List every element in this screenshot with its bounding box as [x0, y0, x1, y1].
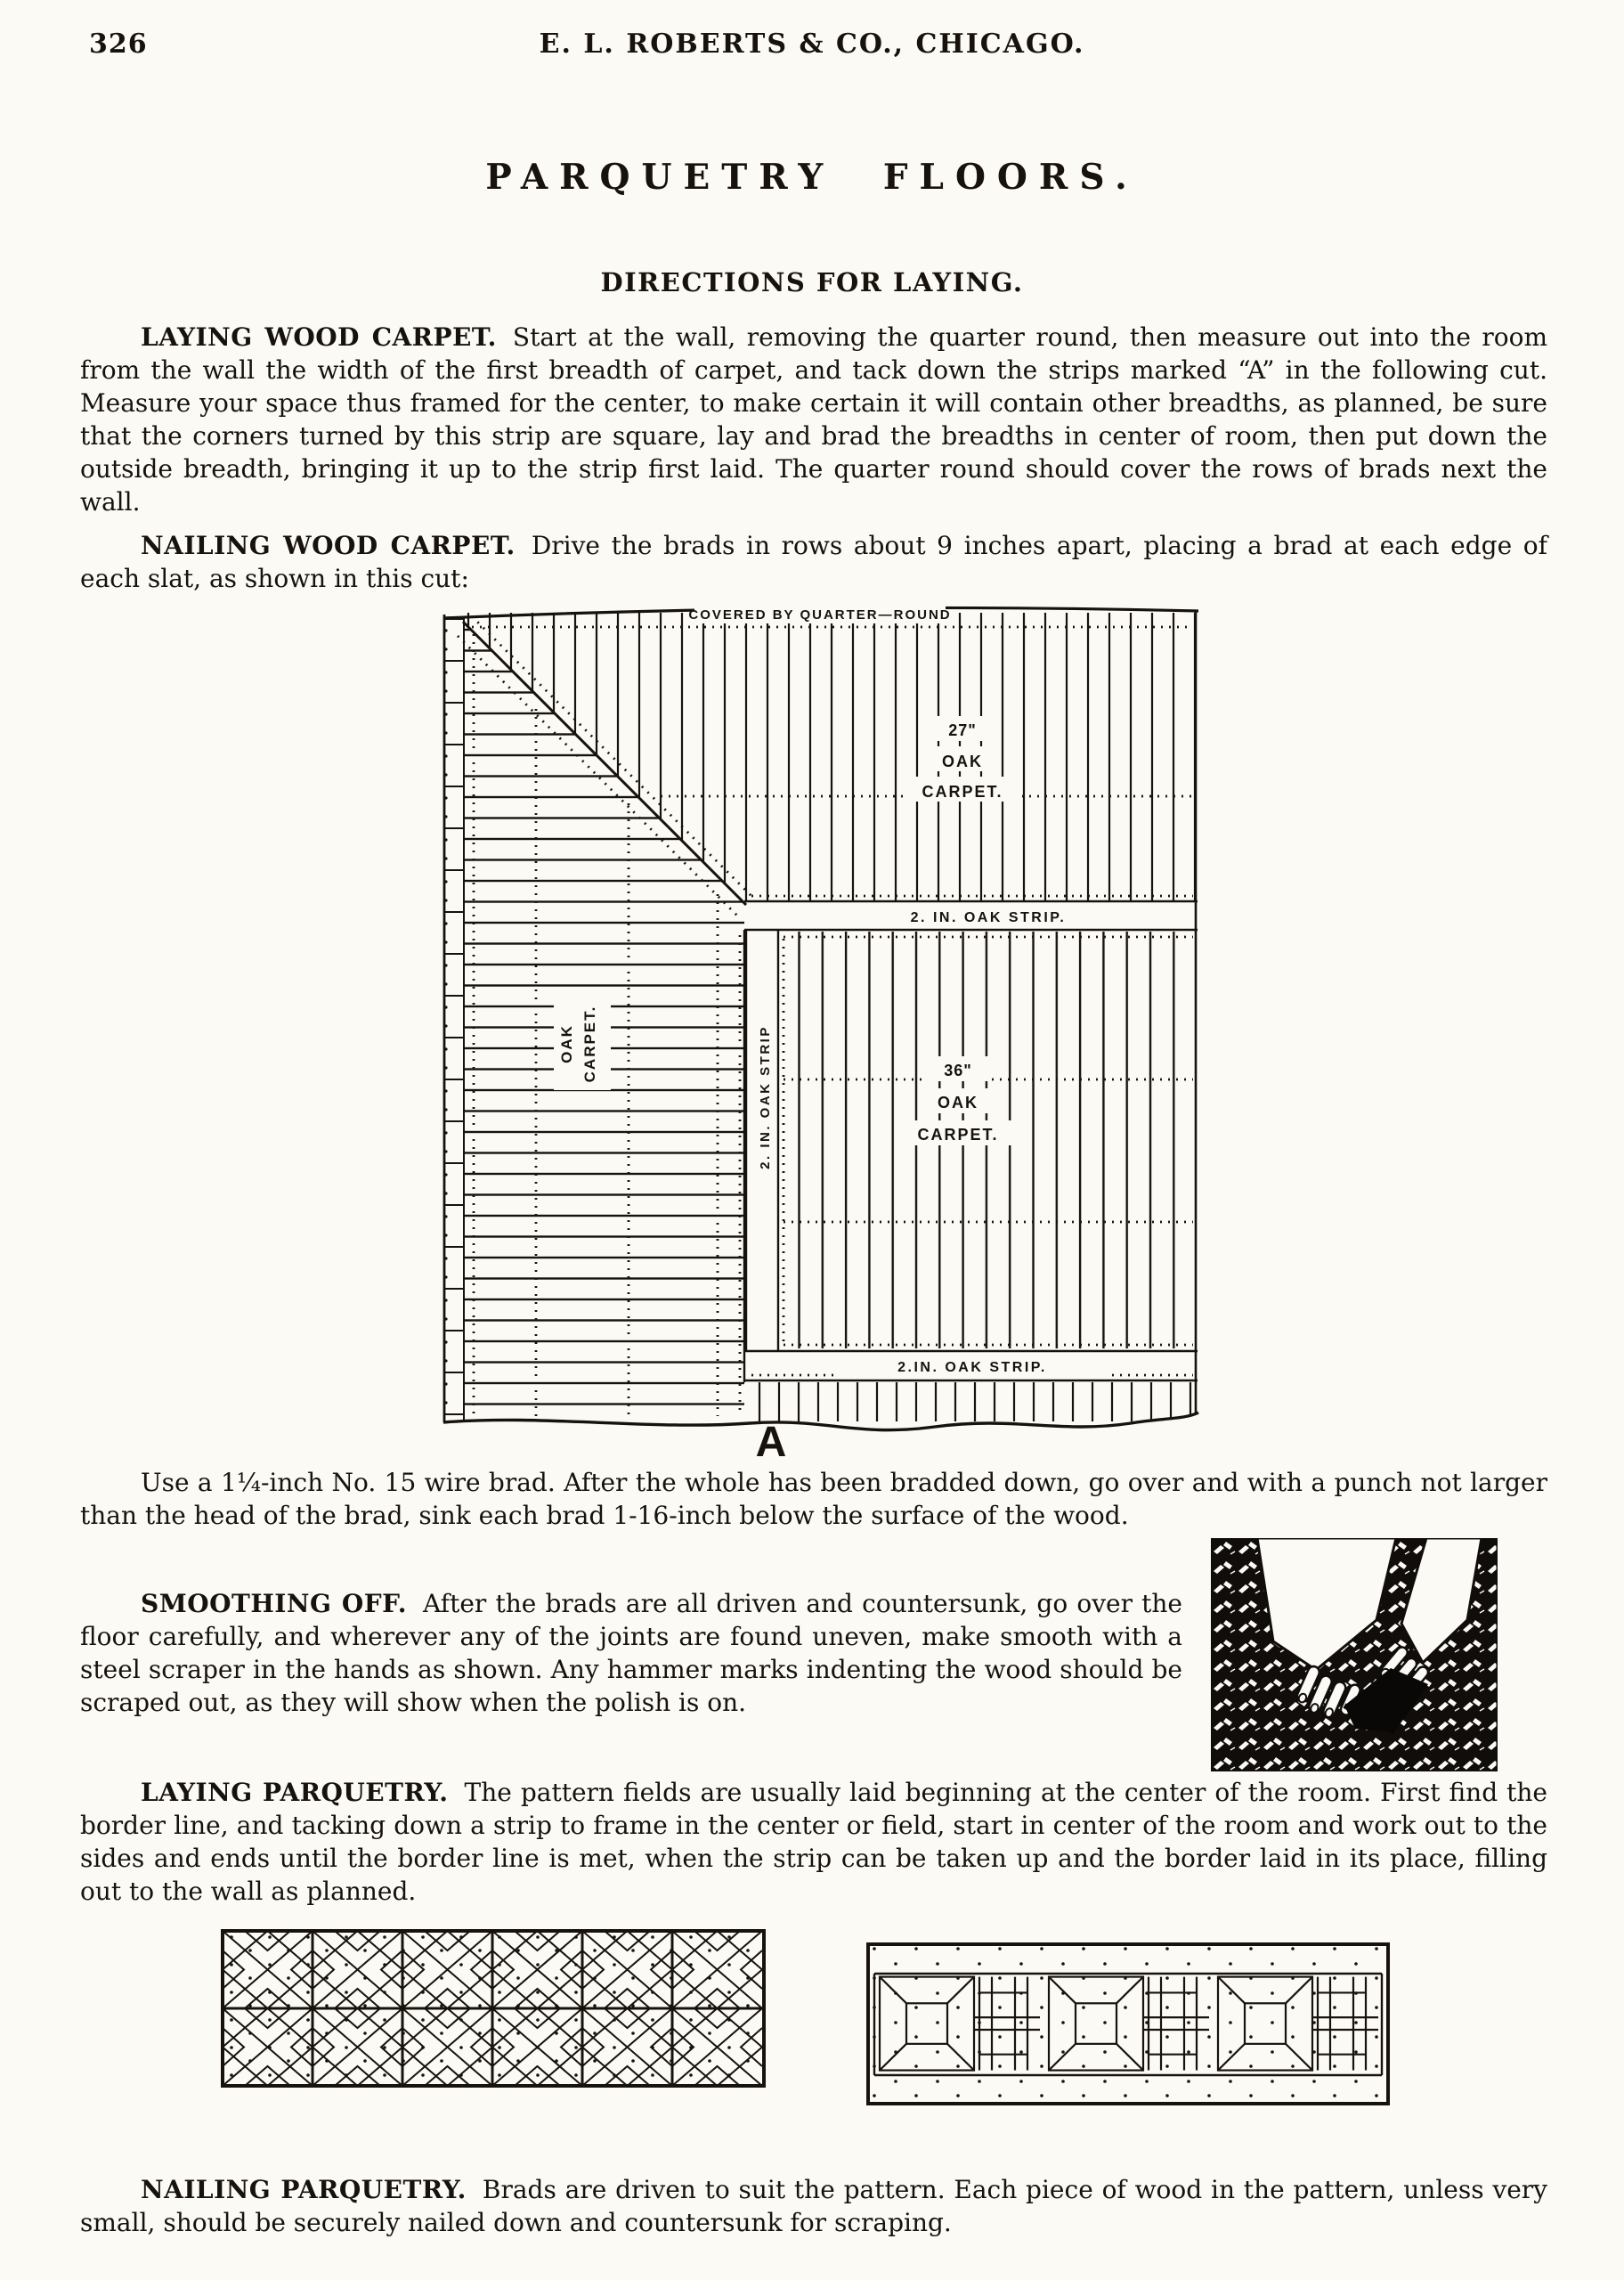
paragraph-lead: NAILING PARQUETRY.	[141, 2175, 467, 2204]
carpet-27-label-size: 27"	[948, 721, 977, 739]
tacking-strip-a	[444, 615, 464, 1422]
wood-carpet-diagram	[436, 598, 1204, 1467]
paragraph-body: Brads are driven to suit the pattern. Each piece of wood in the pattern, unless very small, should be securely nailed down and countersunk for scraping.	[80, 2175, 1547, 2237]
oak-strip-bottom-label: 2.IN. OAK STRIP.	[897, 1360, 1047, 1375]
carpet-36-label-oak: OAK	[938, 1094, 978, 1112]
paragraph-laying-wood-carpet	[80, 321, 1547, 518]
oak-strip-right-label: 2. IN. OAK STRIP.	[910, 910, 1067, 925]
paragraph-lead: NAILING WOOD CARPET.	[141, 531, 516, 560]
carpet-27-label-oak: OAK	[942, 753, 983, 770]
section-heading: DIRECTIONS FOR LAYING.	[600, 267, 1024, 297]
paragraph-lead: LAYING WOOD CARPET.	[141, 322, 497, 352]
parquetry-pattern-border	[865, 1942, 1391, 2106]
page-title: PARQUETRY FLOORS.	[485, 157, 1139, 198]
smoothing-off-illustration	[1211, 1538, 1498, 1771]
strip-a-marker: A	[755, 1419, 787, 1466]
paragraph-body: Drive the brads in rows about 9 inches apart, placing a brad at each edge of each slat, as shown in this cut:	[80, 531, 1547, 593]
brad-dots	[868, 1944, 1388, 2104]
parquetry-pattern-diagonal	[221, 1929, 766, 2088]
paragraph-lead: LAYING PARQUETRY.	[141, 1778, 449, 1807]
paragraph-nailing-wood-carpet	[80, 529, 1547, 595]
paragraph-body: The pattern fields are usually laid beginning at the center of the room. First find the border line, and tacking down a strip to frame in the center or field, start in center of the room and work out to the sides and ends until the border line is met, when the strip can be taken up and the border laid in its place, filling out to the wall as planned.	[80, 1778, 1548, 1906]
page-number: 326	[89, 28, 148, 60]
quarter-round-label: COVERED BY QUARTER—ROUND	[688, 607, 952, 623]
paragraph-smoothing-off	[80, 1587, 1182, 1719]
oak-carpet-left-label-oak: OAK	[558, 1024, 575, 1063]
carpet-36-label-carpet: CARPET.	[917, 1126, 999, 1144]
brad-dots	[223, 1931, 764, 2086]
oak-strip-vertical-label: 2. IN. OAK STRIP	[758, 1025, 773, 1169]
oak-carpet-left-label-carpet: CARPET.	[581, 1005, 598, 1083]
page-header: E. L. ROBERTS & CO., CHICAGO.	[539, 28, 1085, 60]
paragraph-body: After the brads are all driven and countersunk, go over the floor carefully, and wherever any of the joints are found uneven, make smooth with a steel scraper in the hands as shown. Any hammer marks indenting the wood should be scraped out, as they will show when the polish is on.	[80, 1589, 1182, 1717]
bottom-carpet-region	[750, 1382, 1196, 1421]
paragraph-body: Start at the wall, removing the quarter round, then measure out into the room from the wall the width of the first breadth of carpet, and tack down the strips marked “A” in the following cut. Measure your space thus framed for the center, to make certain it will contain other breadths, as planned, be sure that the corners turned by this strip are square, lay and brad the breadths in center of room, then put down the outside breadth, bringing it up to the strip first laid. The quarter round should cover the rows of brads next the wall.	[80, 322, 1548, 517]
paragraph-nailing-parquetry	[80, 2173, 1547, 2239]
carpet-36-label-size: 36"	[944, 1062, 972, 1079]
paragraph-wire-brad	[80, 1466, 1547, 1532]
paragraph-laying-parquetry	[80, 1776, 1547, 1908]
paragraph-body: Use a 1¼-inch No. 15 wire brad. After the whole has been bradded down, go over and with a punch not larger than the head of the brad, sink each brad 1-16-inch below the surface of the wood.	[80, 1468, 1547, 1530]
paragraph-lead: SMOOTHING OFF.	[141, 1589, 407, 1618]
carpet-27-label-carpet: CARPET.	[922, 783, 1003, 801]
